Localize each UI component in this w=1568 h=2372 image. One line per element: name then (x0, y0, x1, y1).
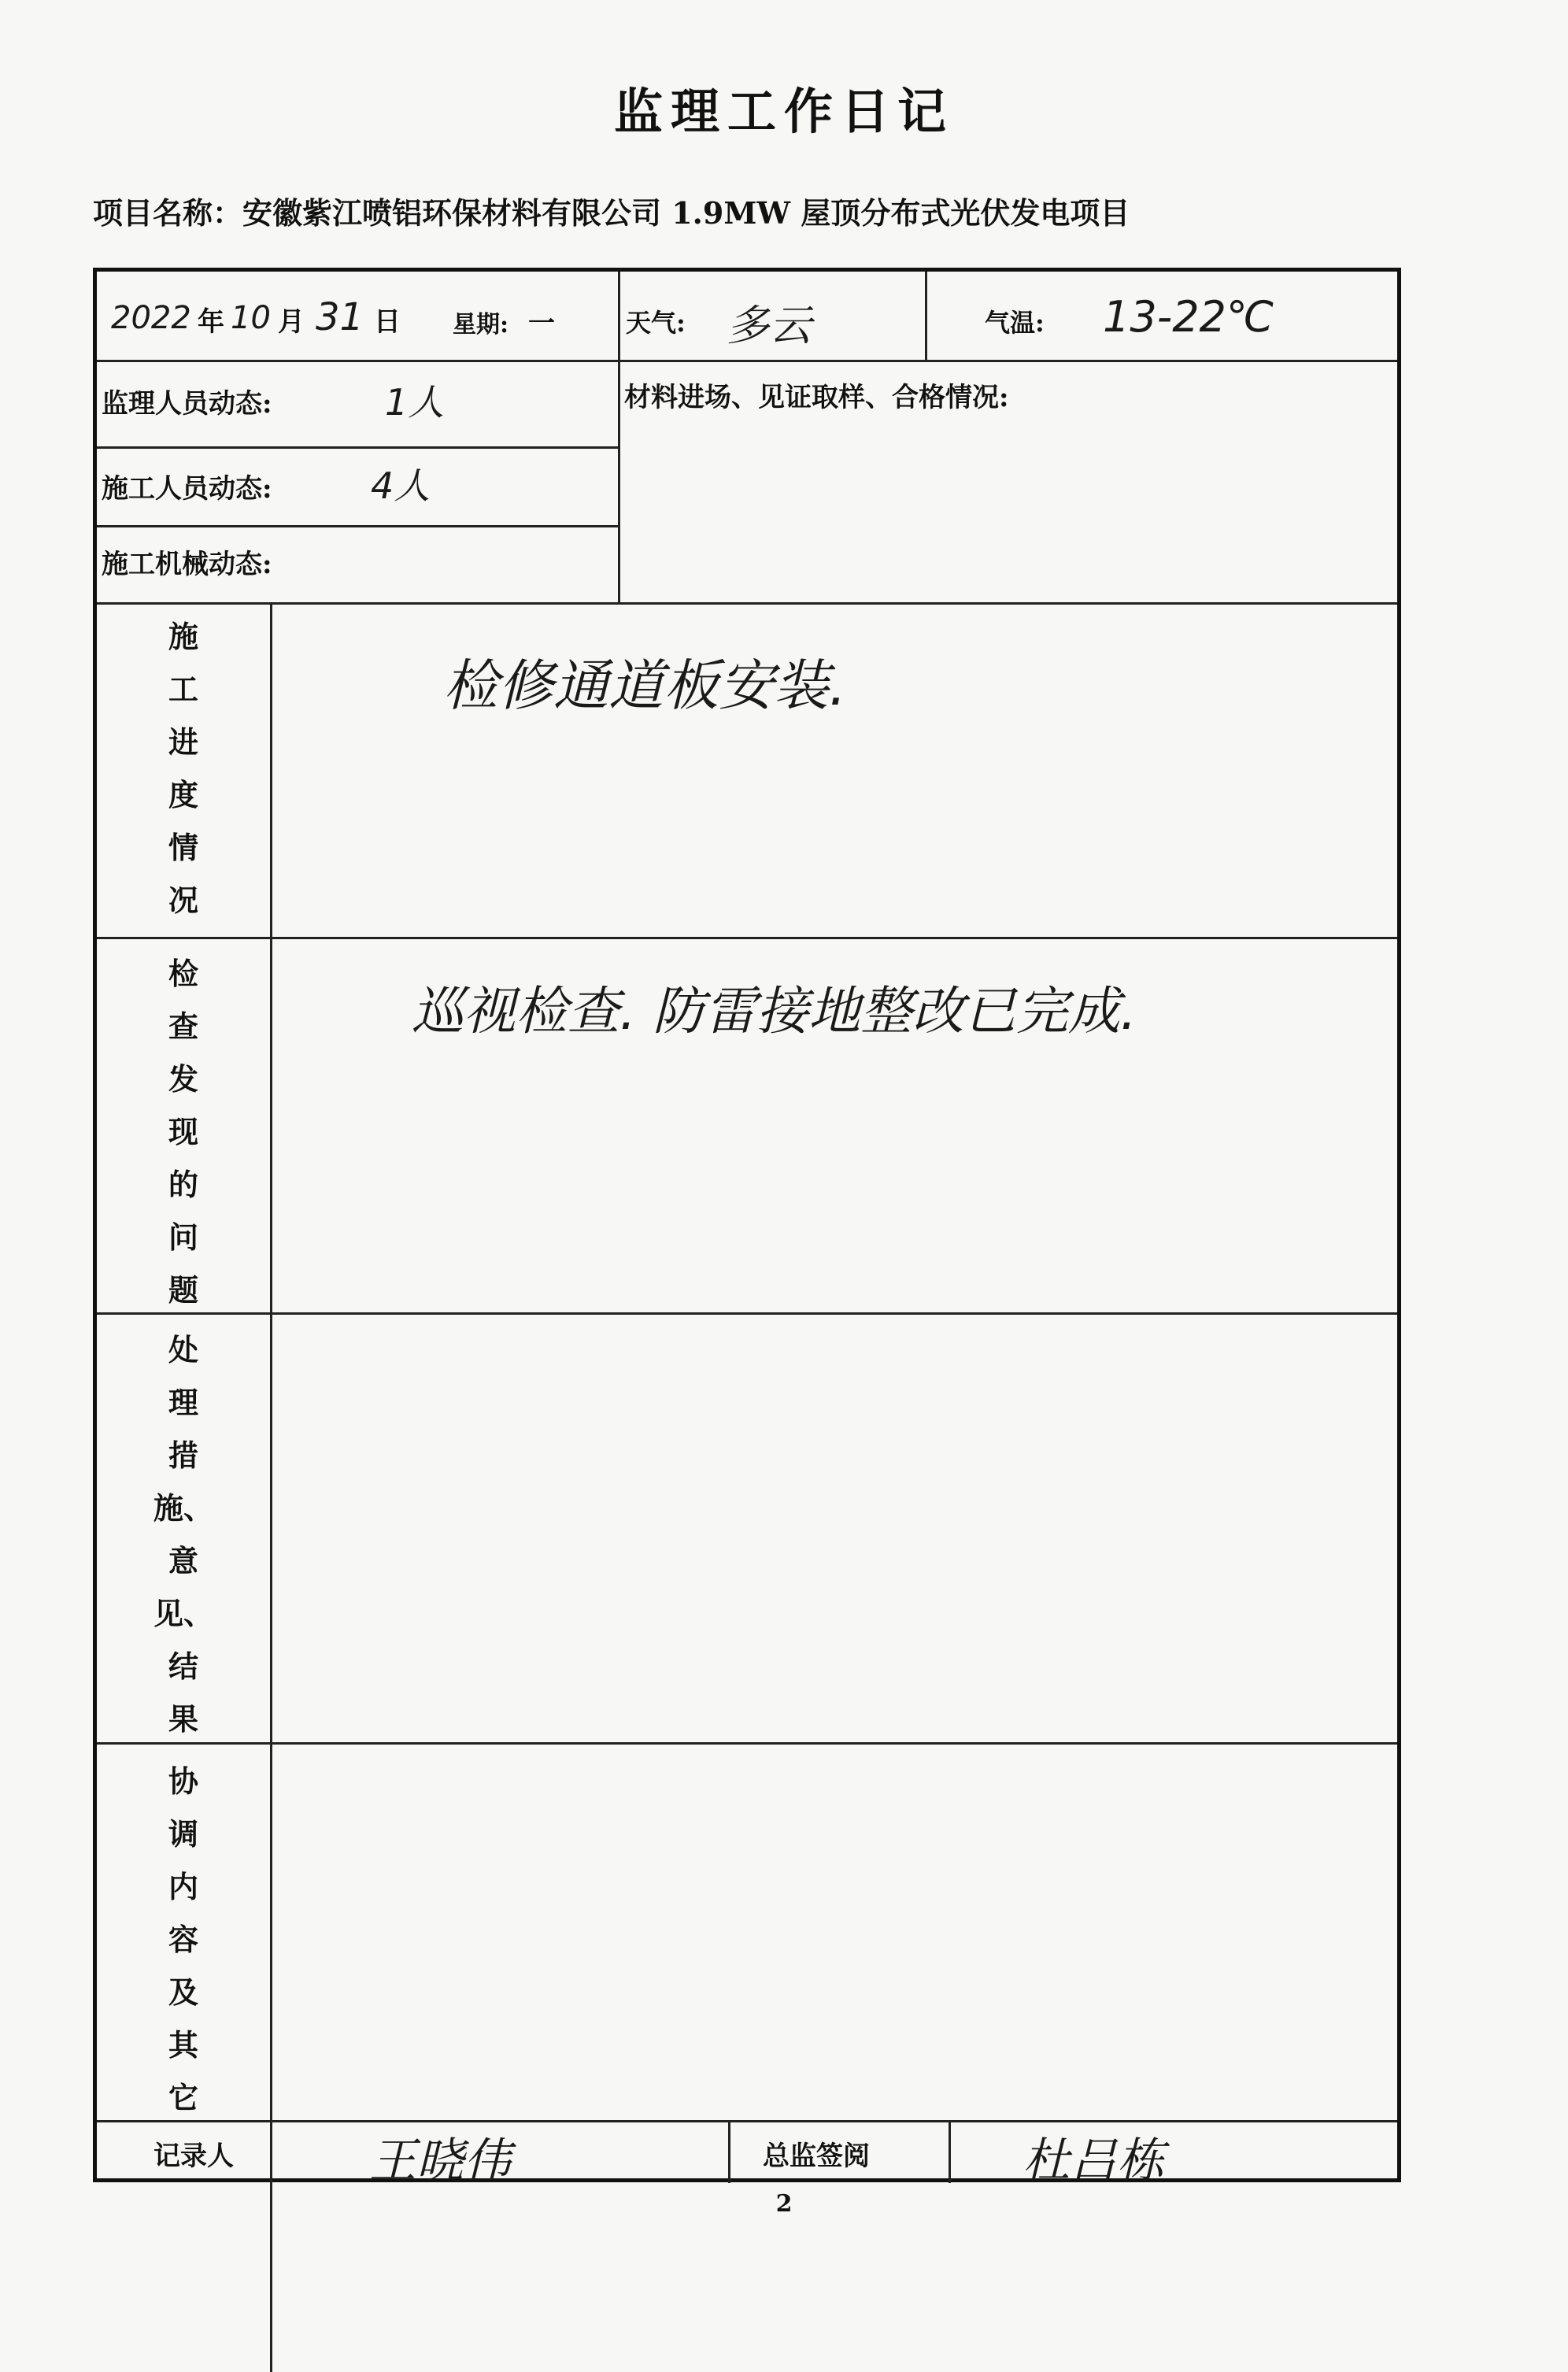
materials-label: 材料进场、见证取样、合格情况: (624, 382, 1009, 413)
label-char: 况 (168, 883, 198, 918)
section-coordination-label (97, 1755, 270, 2124)
label-char: 查 (168, 1008, 198, 1044)
page-title: 监理工作日记 (613, 83, 954, 140)
weekday-label: 星期: (453, 311, 509, 339)
label-char: 的 (168, 1167, 198, 1202)
label-char: 理 (168, 1385, 198, 1420)
page-number: 2 (775, 2190, 793, 2218)
section-measures-label (97, 1323, 270, 1745)
worker-label: 施工人员动态: (102, 473, 272, 505)
label-char: 容 (168, 1922, 198, 1957)
rule-measures-bottom (97, 1742, 1397, 1745)
label-char: 情 (168, 830, 198, 865)
date-month-unit: 月 (278, 306, 305, 338)
rule-problems-bottom (97, 1312, 1397, 1315)
date-year-unit: 年 (198, 306, 224, 338)
section-progress-label (97, 610, 270, 927)
label-char: 及 (168, 1974, 198, 2010)
weather-value: 多云 (727, 301, 812, 350)
recorder-signature: 王晓伟 (369, 2133, 511, 2189)
project-name: 安徽紫江喷铝环保材料有限公司 1.9MW 屋顶分布式光伏发电项目 (242, 195, 1130, 231)
weather-label: 天气: (626, 308, 686, 338)
section-problems-content: 巡视检查. 防雷接地整改已完成. (412, 981, 1137, 1042)
label-char: 题 (168, 1272, 198, 1308)
rule-date-weather (618, 272, 620, 604)
weekday-value: 一 (528, 308, 555, 339)
temperature-label: 气温: (985, 308, 1045, 338)
date-month: 10 (231, 300, 271, 336)
label-char: 它 (168, 2080, 198, 2115)
label-char: 内 (168, 1869, 198, 1904)
section-problems-label (97, 947, 270, 1316)
rule-staff-bottom (97, 602, 1397, 605)
label-char: 施、 (153, 1490, 213, 1526)
label-char: 度 (168, 777, 198, 812)
project-line (93, 189, 1510, 232)
chief-label: 总监签阅 (763, 2141, 870, 2172)
label-char: 调 (168, 1816, 198, 1852)
chief-signature: 杜吕栋 (1023, 2133, 1164, 2189)
date-year: 2022 (111, 300, 191, 336)
rule-progress-bottom (97, 937, 1397, 939)
date-day: 31 (316, 295, 364, 339)
rule-worker-bottom (97, 525, 618, 527)
label-char: 进 (168, 724, 198, 760)
rule-footer-sign (728, 2120, 730, 2183)
worker-value: 4人 (371, 464, 431, 507)
rule-label-column (270, 602, 272, 2372)
label-char: 结 (168, 1649, 198, 1684)
label-char: 措 (168, 1438, 198, 1473)
label-char: 见、 (153, 1596, 213, 1631)
temperature-value: 13-22℃ (1103, 292, 1274, 342)
rule-footer-chief (949, 2120, 951, 2183)
label-char: 工 (168, 672, 198, 707)
label-char: 发 (168, 1061, 198, 1097)
rule-coordination-bottom (97, 2120, 1397, 2122)
label-char: 现 (168, 1114, 198, 1149)
label-char: 检 (168, 956, 198, 991)
rule-supervisor-bottom (97, 446, 618, 449)
recorder-label: 记录人 (153, 2141, 234, 2172)
label-char: 问 (168, 1219, 198, 1255)
rule-weather-temp (925, 272, 927, 360)
machinery-label: 施工机械动态: (102, 549, 272, 580)
label-char: 果 (168, 1701, 198, 1737)
supervisor-value: 1人 (385, 381, 445, 424)
project-label: 项目名称： (93, 195, 243, 231)
diary-table (93, 268, 1401, 2189)
rule-header-bottom (97, 360, 1397, 362)
label-char: 意 (168, 1543, 198, 1578)
section-progress-content: 检修通道板安装. (443, 653, 847, 718)
date-day-unit: 日 (374, 306, 401, 338)
label-char: 协 (168, 1763, 198, 1799)
label-char: 其 (168, 2027, 198, 2063)
label-char: 施 (168, 619, 198, 654)
label-char: 处 (168, 1332, 198, 1367)
supervisor-label: 监理人员动态: (102, 388, 272, 420)
